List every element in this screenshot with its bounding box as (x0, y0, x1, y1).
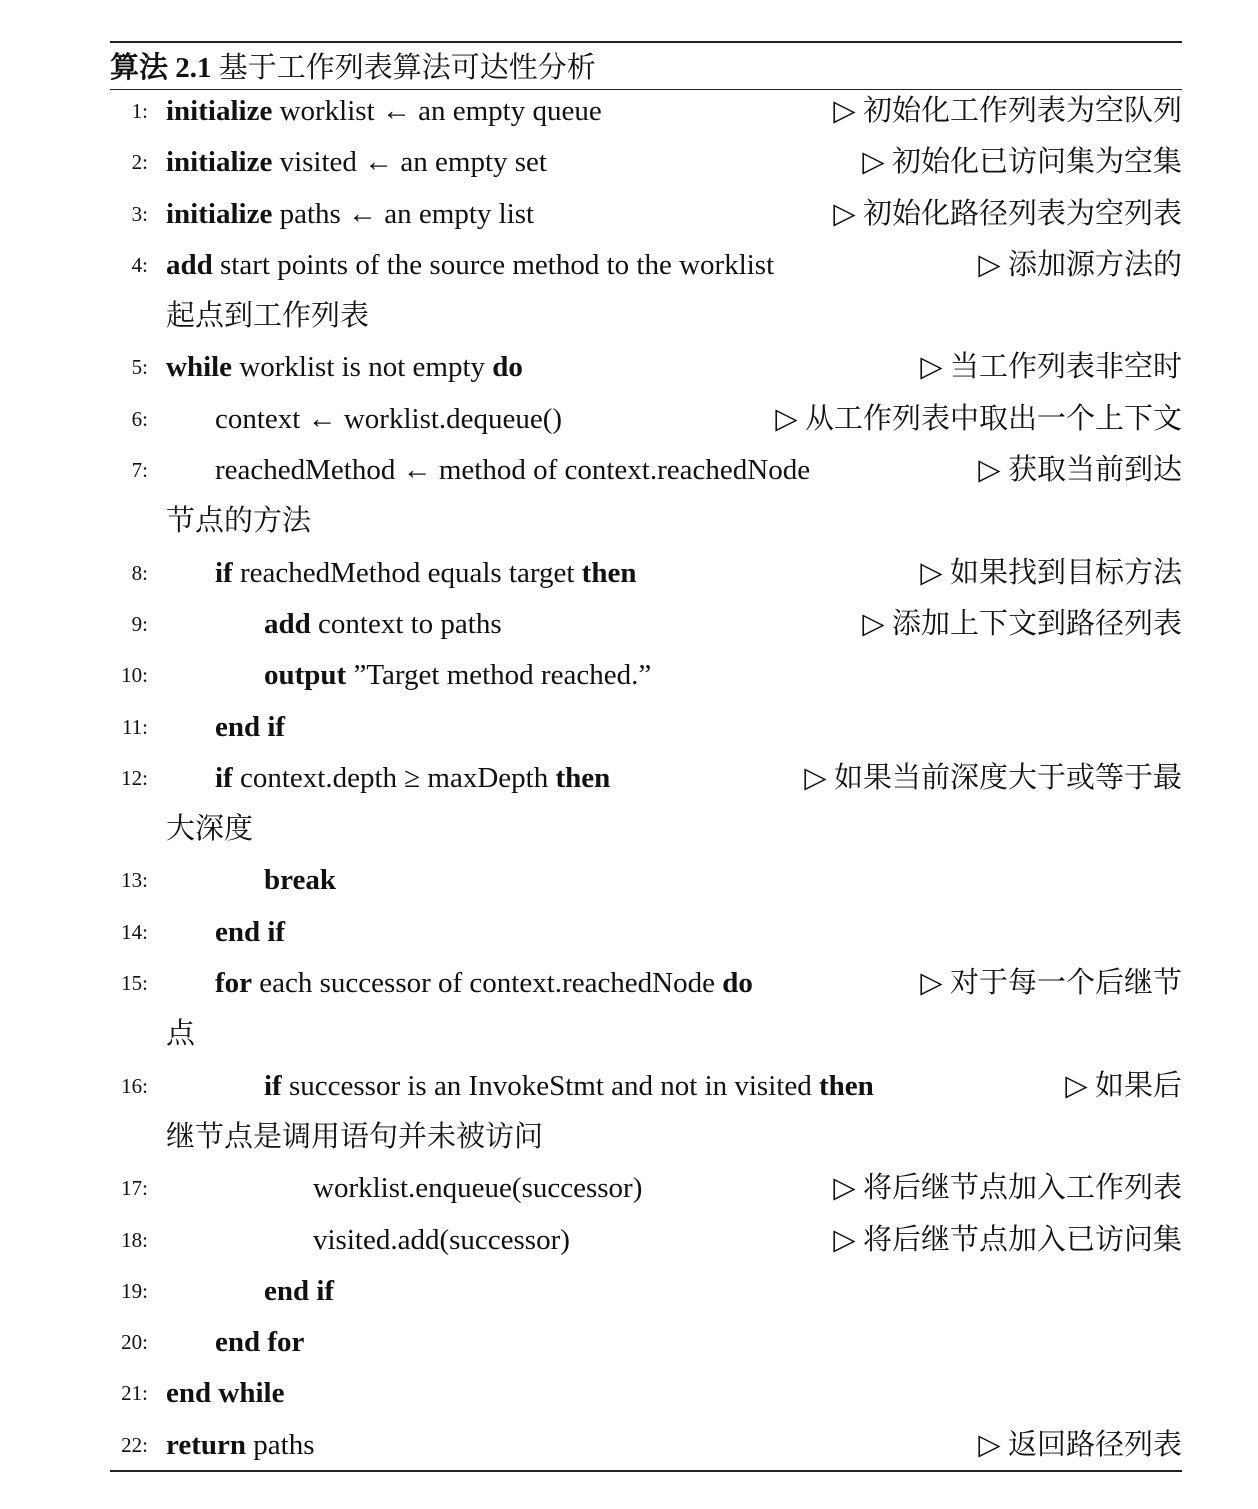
algorithm-line (0, 86, 1258, 137)
keyword: end if (215, 710, 286, 743)
algorithm-line-continuation (0, 291, 1258, 342)
code-text: paths ← an empty list (272, 197, 535, 230)
line-number: 9: (131, 611, 148, 636)
algorithm-line (0, 189, 1258, 240)
algorithm-title (110, 48, 596, 88)
comment-continuation: 大深度 (166, 813, 254, 846)
algorithm-line (0, 753, 1258, 804)
line-comment (804, 753, 1182, 804)
line-number: 21: (121, 1381, 148, 1406)
keyword: initialize (166, 146, 273, 179)
line-comment (920, 548, 1182, 599)
line-code (264, 1266, 334, 1317)
keyword: initialize (166, 197, 273, 230)
comment-marker-icon: ▷ (978, 1428, 1001, 1461)
comment-marker-icon: ▷ (1065, 1069, 1088, 1102)
line-number: 7: (131, 458, 148, 483)
algorithm-line (0, 907, 1258, 958)
comment-text: 添加上下文到路径列表 (891, 607, 1182, 640)
comment-marker-icon: ▷ (833, 95, 856, 127)
keyword: end if (215, 915, 286, 948)
line-code (215, 753, 610, 804)
comment-marker-icon: ▷ (833, 1223, 856, 1256)
comment-text: 从工作列表中取出一个上下文 (804, 402, 1182, 435)
code-text: context to paths (310, 607, 502, 640)
line-number: 11: (121, 714, 148, 739)
comment-marker-icon: ▷ (775, 402, 798, 435)
algorithm-line (0, 1317, 1258, 1368)
comment-text: 如果找到目标方法 (949, 556, 1182, 589)
algorithm-line (0, 1163, 1258, 1214)
algorithm-line (0, 394, 1258, 445)
algorithm-line (0, 137, 1258, 188)
line-number: 16: (121, 1073, 148, 1098)
keyword: if (264, 1069, 282, 1102)
algorithm-line (0, 702, 1258, 753)
line-comment (862, 137, 1182, 188)
line-code (264, 855, 336, 906)
line-comment (833, 1215, 1182, 1266)
keyword: return (166, 1428, 247, 1461)
code-text: worklist.enqueue(successor) (313, 1172, 643, 1205)
algorithm-line (0, 548, 1258, 599)
line-number: 2: (131, 150, 148, 175)
algorithm-label: 算法 2.1 (110, 52, 212, 84)
keyword: initialize (166, 95, 273, 127)
line-code (166, 1420, 314, 1471)
code-text: worklist ← an empty queue (272, 95, 602, 127)
line-code (166, 1368, 284, 1419)
line-code (215, 702, 285, 753)
line-comment (978, 240, 1182, 291)
line-code (264, 599, 502, 650)
algorithm-line (0, 958, 1258, 1009)
algorithm-line (0, 1215, 1258, 1266)
line-code (166, 240, 774, 291)
algorithm-line (0, 599, 1258, 650)
line-code (166, 86, 602, 137)
algorithm-line (0, 342, 1258, 393)
line-code (264, 1061, 874, 1112)
line-comment (833, 1163, 1182, 1214)
line-number: 5: (131, 355, 148, 380)
comment-text: 将后继节点加入已访问集 (862, 1223, 1182, 1256)
line-number: 10: (121, 663, 148, 688)
line-code (215, 548, 636, 599)
comment-continuation: 节点的方法 (166, 505, 312, 538)
line-comment (833, 189, 1182, 240)
algorithm-line (0, 855, 1258, 906)
algorithm-line-continuation (0, 496, 1258, 547)
line-code (264, 650, 651, 701)
comment-text: 将后继节点加入工作列表 (862, 1172, 1182, 1205)
comment-text: 返回路径列表 (1007, 1428, 1182, 1461)
comment-continuation: 点 (166, 1018, 196, 1051)
keyword: output (264, 659, 347, 692)
code-text: each successor of context.reachedNode (252, 967, 723, 1000)
line-code (215, 958, 753, 1009)
keyword: then (818, 1069, 874, 1102)
code-text: paths (246, 1428, 315, 1461)
algorithm-line (0, 1368, 1258, 1419)
keyword: do (722, 967, 753, 1000)
comment-continuation: 起点到工作列表 (166, 300, 370, 333)
line-code (215, 445, 810, 496)
code-text: context ← worklist.dequeue() (215, 402, 563, 435)
comment-marker-icon: ▷ (978, 454, 1001, 487)
line-code (215, 907, 285, 958)
keyword: for (215, 967, 253, 1000)
code-text: visited ← an empty set (272, 146, 547, 179)
comment-text: 如果后 (1094, 1069, 1182, 1102)
comment-text: 当工作列表非空时 (949, 351, 1182, 384)
code-text: worklist is not empty (232, 351, 493, 384)
comment-marker-icon: ▷ (978, 248, 1001, 281)
line-comment (920, 342, 1182, 393)
comment-text: 获取当前到达 (1007, 454, 1182, 487)
line-number: 22: (121, 1432, 148, 1457)
line-comment (833, 86, 1182, 137)
algorithm-line (0, 445, 1258, 496)
algorithm-line-continuation (0, 804, 1258, 855)
algorithm-line (0, 1420, 1258, 1471)
line-comment (978, 445, 1182, 496)
line-number: 3: (131, 201, 148, 226)
line-comment (978, 1420, 1182, 1471)
comment-text: 初始化已访问集为空集 (891, 146, 1182, 179)
comment-text: 初始化路径列表为空列表 (862, 197, 1182, 230)
keyword: then (581, 556, 637, 589)
line-code (215, 1317, 304, 1368)
algorithm-line-continuation (0, 1009, 1258, 1060)
keyword: then (555, 761, 611, 794)
comment-marker-icon: ▷ (833, 197, 856, 230)
keyword: end for (215, 1326, 305, 1359)
comment-marker-icon: ▷ (804, 761, 827, 794)
comment-marker-icon: ▷ (920, 967, 943, 1000)
keyword: break (264, 864, 336, 897)
code-text: reachedMethod equals target (232, 556, 582, 589)
code-text: successor is an InvokeStmt and not in visited (281, 1069, 819, 1102)
keyword: add (264, 607, 311, 640)
comment-marker-icon: ▷ (862, 607, 885, 640)
line-comment (775, 394, 1182, 445)
algorithm-line (0, 650, 1258, 701)
line-comment (920, 958, 1182, 1009)
line-number: 14: (121, 919, 148, 944)
line-code (215, 394, 562, 445)
line-number: 20: (121, 1330, 148, 1355)
keyword: end while (166, 1377, 285, 1410)
code-text: visited.add(successor) (313, 1223, 570, 1256)
comment-marker-icon: ▷ (862, 146, 885, 179)
comment-text: 添加源方法的 (1007, 248, 1182, 281)
keyword: if (215, 556, 233, 589)
line-number: 18: (121, 1227, 148, 1252)
line-number: 19: (121, 1278, 148, 1303)
line-number: 12: (121, 765, 148, 790)
algorithm-line (0, 240, 1258, 291)
algorithm-name: 基于工作列表算法可达性分析 (218, 52, 596, 84)
algorithm-body (0, 86, 1258, 1471)
code-text: start points of the source method to the worklist (212, 248, 775, 281)
bottom-rule (110, 1470, 1182, 1472)
algorithm-line (0, 1266, 1258, 1317)
line-number: 8: (131, 560, 148, 585)
line-code (166, 342, 523, 393)
comment-text: 初始化工作列表为空队列 (862, 95, 1182, 127)
code-text: reachedMethod ← method of context.reachedNode (215, 454, 811, 487)
keyword: while (166, 351, 233, 384)
line-number: 1: (131, 99, 148, 123)
comment-text: 如果当前深度大于或等于最 (833, 761, 1182, 794)
line-code (166, 189, 534, 240)
line-code (166, 137, 547, 188)
line-comment (1065, 1061, 1182, 1112)
algorithm-line (0, 1061, 1258, 1112)
comment-marker-icon: ▷ (920, 556, 943, 589)
line-number: 13: (121, 868, 148, 893)
keyword: add (166, 248, 213, 281)
line-number: 6: (131, 406, 148, 431)
line-number: 15: (121, 971, 148, 996)
line-number: 4: (131, 252, 148, 277)
top-rule (110, 41, 1182, 43)
comment-continuation: 继节点是调用语句并未被访问 (166, 1120, 544, 1153)
comment-text: 对于每一个后继节 (949, 967, 1182, 1000)
line-code (313, 1215, 570, 1266)
algorithm-line-continuation (0, 1112, 1258, 1163)
line-number: 17: (121, 1176, 148, 1201)
line-code (313, 1163, 642, 1214)
comment-marker-icon: ▷ (920, 351, 943, 384)
line-comment (862, 599, 1182, 650)
keyword: end if (264, 1274, 335, 1307)
code-text: ”Target method reached.” (346, 659, 652, 692)
keyword: do (492, 351, 523, 384)
code-text: context.depth ≥ maxDepth (232, 761, 556, 794)
comment-marker-icon: ▷ (833, 1172, 856, 1205)
keyword: if (215, 761, 233, 794)
